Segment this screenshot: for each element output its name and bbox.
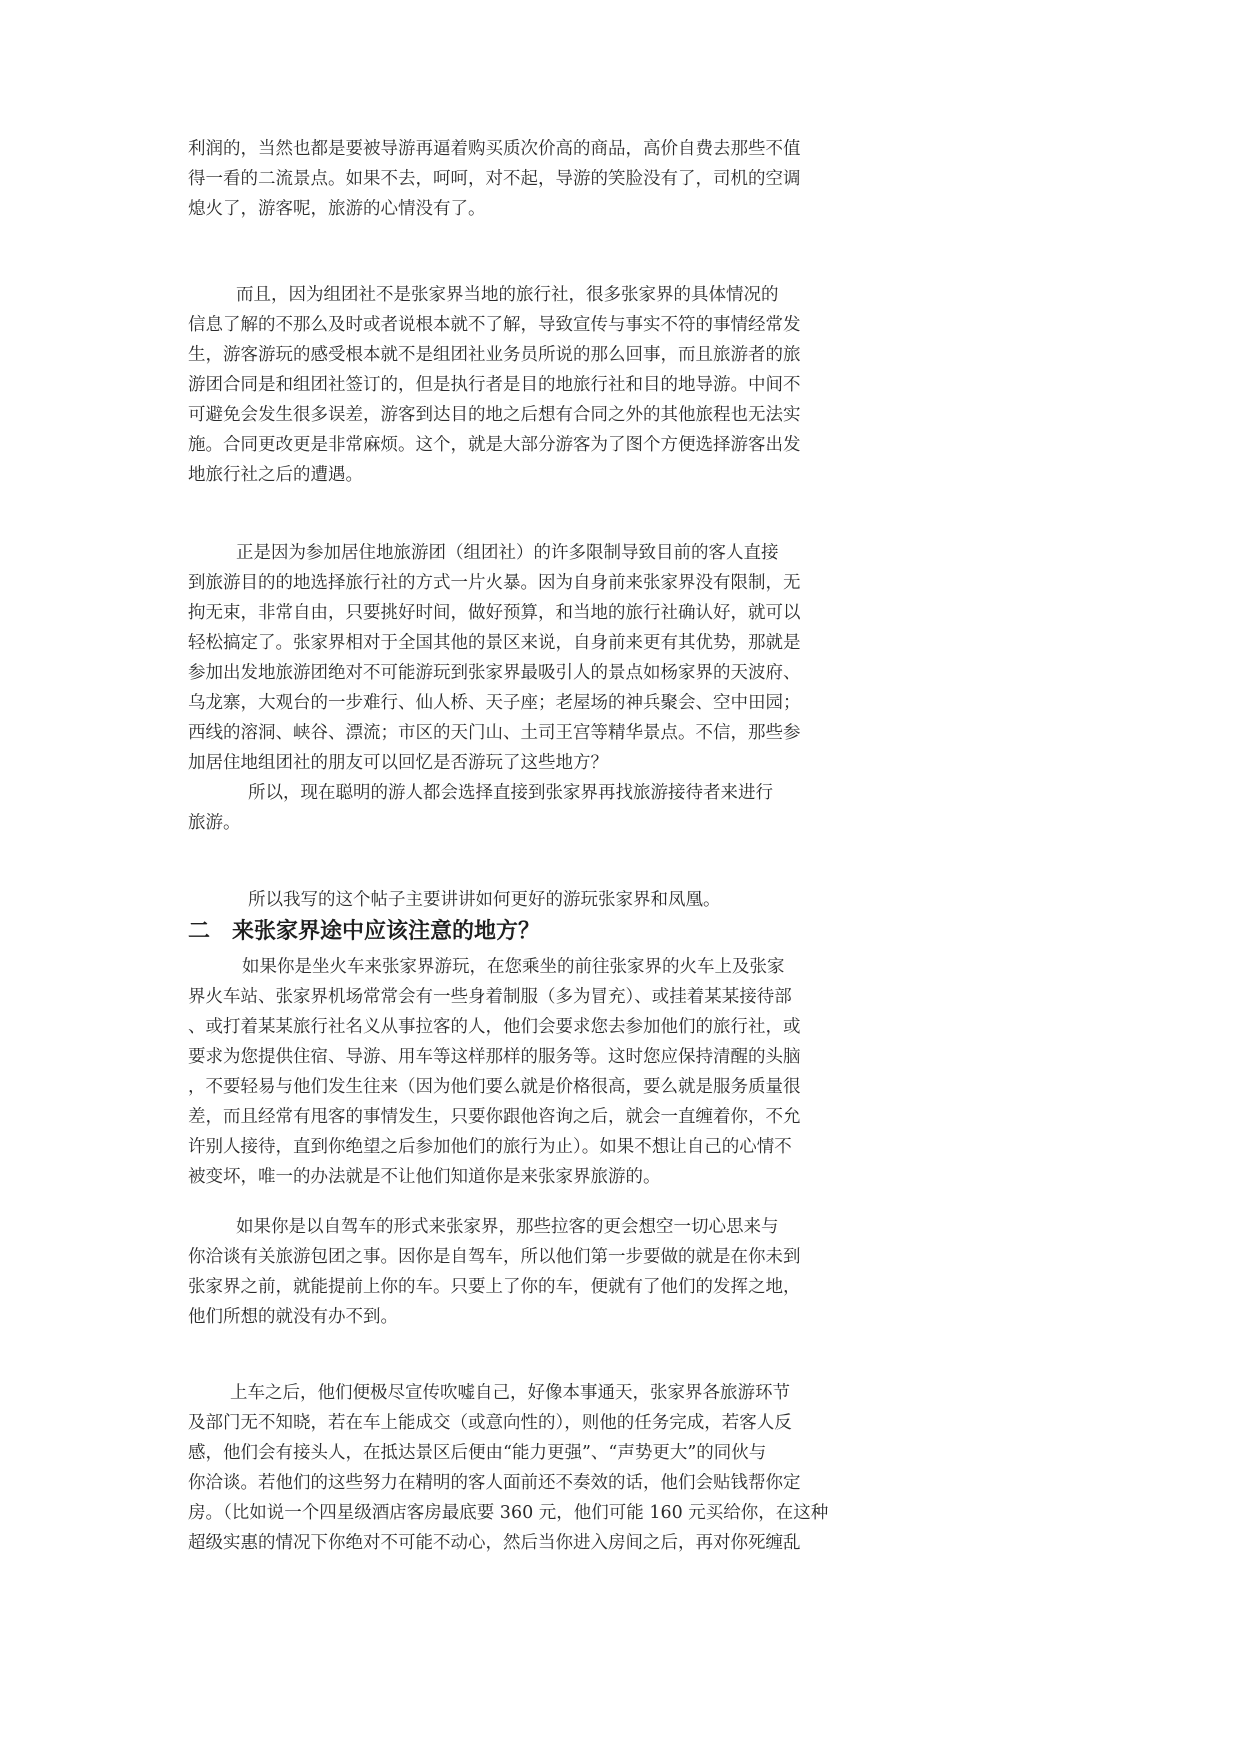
- text-line: 加居住地组团社的朋友可以回忆是否游玩了这些地方？: [188, 753, 608, 773]
- text-line: 被变坏，唯一的办法就是不让他们知道你是来张家界旅游的。: [188, 1167, 661, 1187]
- text-line: 差，而且经常有甩客的事情发生，只要你跟他咨询之后，就会一直缠着你，不允: [188, 1107, 801, 1127]
- section-heading: 二 来张家界途中应该注意的地方？: [188, 919, 541, 944]
- text-line: 到旅游目的的地选择旅行社的方式一片火暴。因为自身前来张家界没有限制，无: [188, 573, 801, 593]
- text-line: 游团合同是和组团社签订的，但是执行者是目的地旅行社和目的地导游。中间不: [188, 375, 801, 395]
- text-line: 超级实惠的情况下你绝对不可能不动心，然后当你进入房间之后，再对你死缠乱: [188, 1533, 801, 1553]
- text-line: 信息了解的不那么及时或者说根本就不了解，导致宣传与事实不符的事情经常发: [188, 315, 801, 335]
- text-line: 感，他们会有接头人，在抵达景区后便由“能力更强”、“声势更大”的同伙与: [188, 1443, 767, 1463]
- text-line: 乌龙寨，大观台的一步难行、仙人桥、天子座；老屋场的神兵聚会、空中田园；: [188, 693, 801, 713]
- text-line: 得一看的二流景点。如果不去，呵呵，对不起，导游的笑脸没有了，司机的空调: [188, 169, 801, 189]
- text-line: 施。合同更改更是非常麻烦。这个，就是大部分游客为了图个方便选择游客出发: [188, 435, 801, 455]
- text-line: 所以我写的这个帖子主要讲讲如何更好的游玩张家界和凤凰。: [248, 890, 721, 910]
- text-line: 轻松搞定了。张家界相对于全国其他的景区来说，自身前来更有其优势，那就是: [188, 633, 801, 653]
- text-line: 熄火了，游客呢，旅游的心情没有了。: [188, 199, 486, 219]
- text-line: 西线的溶洞、峡谷、漂流；市区的天门山、土司王宫等精华景点。不信，那些参: [188, 723, 801, 743]
- text-line: 张家界之前，就能提前上你的车。只要上了你的车，便就有了他们的发挥之地，: [188, 1277, 801, 1297]
- text-line: ，不要轻易与他们发生往来（因为他们要么就是价格很高，要么就是服务质量很: [188, 1077, 801, 1097]
- text-line: 正是因为参加居住地旅游团（组团社）的许多限制导致目前的客人直接: [236, 543, 779, 563]
- text-line: 及部门无不知晓，若在车上能成交（或意向性的），则他的任务完成，若客人反: [188, 1413, 792, 1433]
- text-line: 如果你是以自驾车的形式来张家界，那些拉客的更会想空一切心思来与: [236, 1217, 779, 1237]
- text-line: 所以，现在聪明的游人都会选择直接到张家界再找旅游接待者来进行: [248, 783, 773, 803]
- text-line: 你洽谈有关旅游包团之事。因你是自驾车，所以他们第一步要做的就是在你未到: [188, 1247, 801, 1267]
- text-line: 他们所想的就没有办不到。: [188, 1307, 398, 1327]
- text-line: 上车之后，他们便极尽宣传吹嘘自己，好像本事通天，张家界各旅游环节: [230, 1383, 790, 1403]
- text-line: 房。（比如说一个四星级酒店客房最底要 360 元，他们可能 160 元买给你，在这种: [188, 1503, 829, 1523]
- text-line: 、或打着某某旅行社名义从事拉客的人，他们会要求您去参加他们的旅行社，或: [188, 1017, 801, 1037]
- text-line: 如果你是坐火车来张家界游玩，在您乘坐的前往张家界的火车上及张家: [242, 957, 785, 977]
- text-line: 要求为您提供住宿、导游、用车等这样那样的服务等。这时您应保持清醒的头脑: [188, 1047, 801, 1067]
- text-line: 你洽谈。若他们的这些努力在精明的客人面前还不奏效的话，他们会贴钱帮你定: [188, 1473, 801, 1493]
- text-line: 而且，因为组团社不是张家界当地的旅行社，很多张家界的具体情况的: [236, 285, 779, 305]
- text-line: 生，游客游玩的感受根本就不是组团社业务员所说的那么回事，而且旅游者的旅: [188, 345, 801, 365]
- text-line: 拘无束，非常自由，只要挑好时间，做好预算，和当地的旅行社确认好，就可以: [188, 603, 801, 623]
- text-line: 可避免会发生很多误差，游客到达目的地之后想有合同之外的其他旅程也无法实: [188, 405, 801, 425]
- text-line: 参加出发地旅游团绝对不可能游玩到张家界最吸引人的景点如杨家界的天波府、: [188, 663, 801, 683]
- text-line: 利润的，当然也都是要被导游再逼着购买质次价高的商品，高价自费去那些不值: [188, 139, 801, 159]
- text-line: 许别人接待，直到你绝望之后参加他们的旅行为止）。如果不想让自己的心情不: [188, 1137, 792, 1157]
- text-line: 界火车站、张家界机场常常会有一些身着制服（多为冒充）、或挂着某某接待部: [188, 987, 792, 1007]
- text-line: 旅游。: [188, 813, 241, 833]
- text-line: 地旅行社之后的遭遇。: [188, 465, 363, 485]
